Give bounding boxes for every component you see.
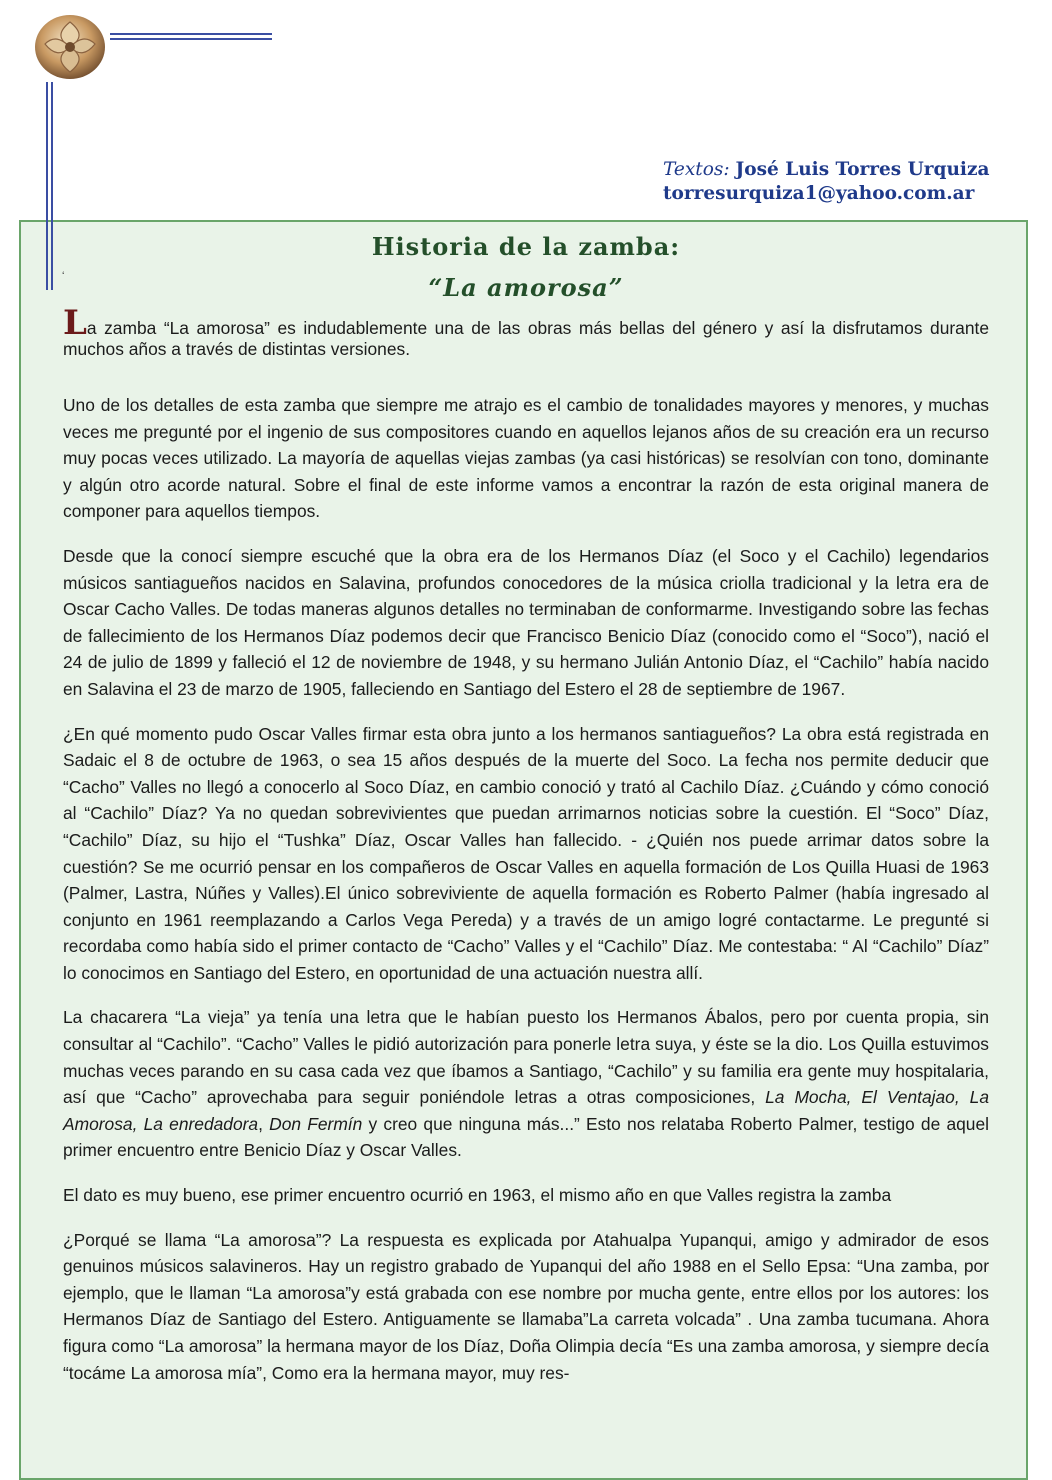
article-body bbox=[63, 303, 990, 1404]
paragraph-6: El dato es muy bueno, ese primer encuentro ocurrió en 1963, el mismo año en que Valles registra la zamba bbox=[63, 1185, 892, 1206]
paragraph-5-text-b: y creo que ninguna más...” Esto nos relataba Roberto Palmer, testigo de aquel primer encuentro entre Benicio Díaz y Oscar Valles. bbox=[63, 1113, 990, 1161]
paragraph-7: ¿Porqué se llama “La amorosa”? La respuesta es explicada por Atahualpa Yupanqui, amigo y admirador de esos genuinos músicos salavineros. Hay un registro grabado de Yupanqui del año 1988 en el Sello Epsa: “Una zamba, por ejemplo, que le llaman “La amorosa”y está grabada con ese nombre por mucha gente, entre ellos por los autores: los Hermanos Díaz de Santiago del Estero. Antiguamente se llamaba”La carreta volcada” . Una zamba tucumana. Ahora figura como “La amorosa” la hermana mayor de los Díaz, Doña Olimpia decía “Es una zamba amorosa, y siempre decía “tocáme La amorosa mía”, Como era la hermana mayor, muy res- bbox=[63, 1229, 989, 1383]
author-email: torresurquiza1@yahoo.com.ar bbox=[663, 183, 975, 204]
paragraph-5-text-a: La chacarera “La vieja” ya tenía una letra que le habían puesto los Hermanos Ábalos, pero por cuenta propia, sin consultar al “Cachilo”. “Cacho” Valles le pidió autorización para ponerle letra suya, y éste se la dio. Los Quilla estuvimos muchas veces parando en su casa cada vez que íbamos a Santiago, “Cachilo” y su familia era gente muy hospitalaria, así que “Cacho” aprovechaba para seguir poniéndole letras a otras composiciones, bbox=[63, 1007, 989, 1108]
paragraph-2: Uno de los detalles de esta zamba que siempre me atrajo es el cambio de tonalidades mayores y menores, y muchas veces me pregunté por el ingenio de sus compositores cuando en aquellos lejanos años de su creación era un recurso muy pocas veces utilizado. La mayoría de aquellas viejas zambas (ya casi históricas) se resolvían con tono, dominante y algún otro acorde natural. Sobre el final de este informe vamos a encontrar la razón de esta original manera de componer para aquellos tiempos. bbox=[63, 395, 989, 522]
carved-flower-logo bbox=[32, 12, 108, 82]
header-rule-top bbox=[110, 33, 272, 35]
paragraph-3: Desde que la conocí siempre escuché que la obra era de los Hermanos Díaz (el Soco y el Cachilo) legendarios músicos santiagueños nacidos en Salavina, profundos conocedores de la música criolla tradicional y la letra era de Oscar Cacho Valles. De todas maneras algunos detalles no terminaban de conformarme. Investigando sobre las fechas de fallecimiento de los Hermanos Díaz podemos decir que Francisco Benicio Díaz (conocido como el “Soco”), nació el 24 de julio de 1899 y falleció el 12 de noviembre de 1948, y su hermano Julián Antonio Díaz, el “Cachilo” había nacido en Salavina el 23 de marzo de 1905, falleciendo en Santiago del Estero el 28 de septiembre de 1967. bbox=[63, 545, 989, 699]
paragraph-4: ¿En qué momento pudo Oscar Valles firmar esta obra junto a los hermanos santiagueños? La obra está registrada en Sadaic el 8 de octubre de 1963, o sea 15 años después de la muerte del Soco. La fecha nos permite deducir que “Cacho” Valles no llegó a conocerlo al Soco Díaz, en cambio conoció y trató al Cachilo Díaz. ¿Cuándo y cómo conoció al “Cachilo” Díaz? Ya no quedan sobrevivientes que puedan arrimarnos noticias sobre la cuestión. El “Soco” Díaz, “Cachilo” Díaz, su hijo el “Tushka” Díaz, Oscar Valles han fallecido. - ¿Quién nos puede arrimar datos sobre la cuestión? Se me ocurrió pensar en los compañeros de Oscar Valles en aquella formación de Los Quilla Huasi de 1963 (Palmer, Lastra, Núñes y Valles).El único sobreviviente de aquella formación es Roberto Palmer (había ingresado al conjunto en 1961 reemplazando a Carlos Vega Pereda) y a través de un amigo logré contactarme. Le pregunté si recordaba como había sido el primer contacto de “Cacho” Valles y el “Cachilo” Díaz. Me contestaba: “ Al “Cachilo” Díaz” lo conocimos en Santiago del Estero, en oportunidad de una actuación nuestra allí. bbox=[63, 723, 989, 983]
byline-label: Textos: bbox=[663, 159, 730, 180]
song-title-don-fermin: Don Fermín bbox=[269, 1113, 363, 1134]
drop-cap: L bbox=[63, 303, 87, 343]
paragraph-1 bbox=[63, 303, 989, 360]
article-title: Historia de la zamba: bbox=[371, 232, 681, 261]
paragraph-5 bbox=[63, 1004, 989, 1164]
song-titles: La Mocha, El Ventajao, La Amorosa, La enredadora bbox=[63, 1087, 989, 1134]
header-rule-bottom bbox=[110, 38, 272, 40]
stray-mark: ‘ bbox=[62, 270, 65, 282]
byline bbox=[663, 158, 989, 206]
paragraph-1-text: a zamba “La amorosa” es indudablemente una de las obras más bellas del género y así la disfrutamos durante muchos años a través de distintas versiones. bbox=[63, 318, 989, 359]
author-name: José Luis Torres Urquiza bbox=[735, 159, 990, 180]
article-subtitle: “La amorosa” bbox=[428, 273, 624, 302]
paragraph-5-comma: , bbox=[258, 1113, 270, 1134]
